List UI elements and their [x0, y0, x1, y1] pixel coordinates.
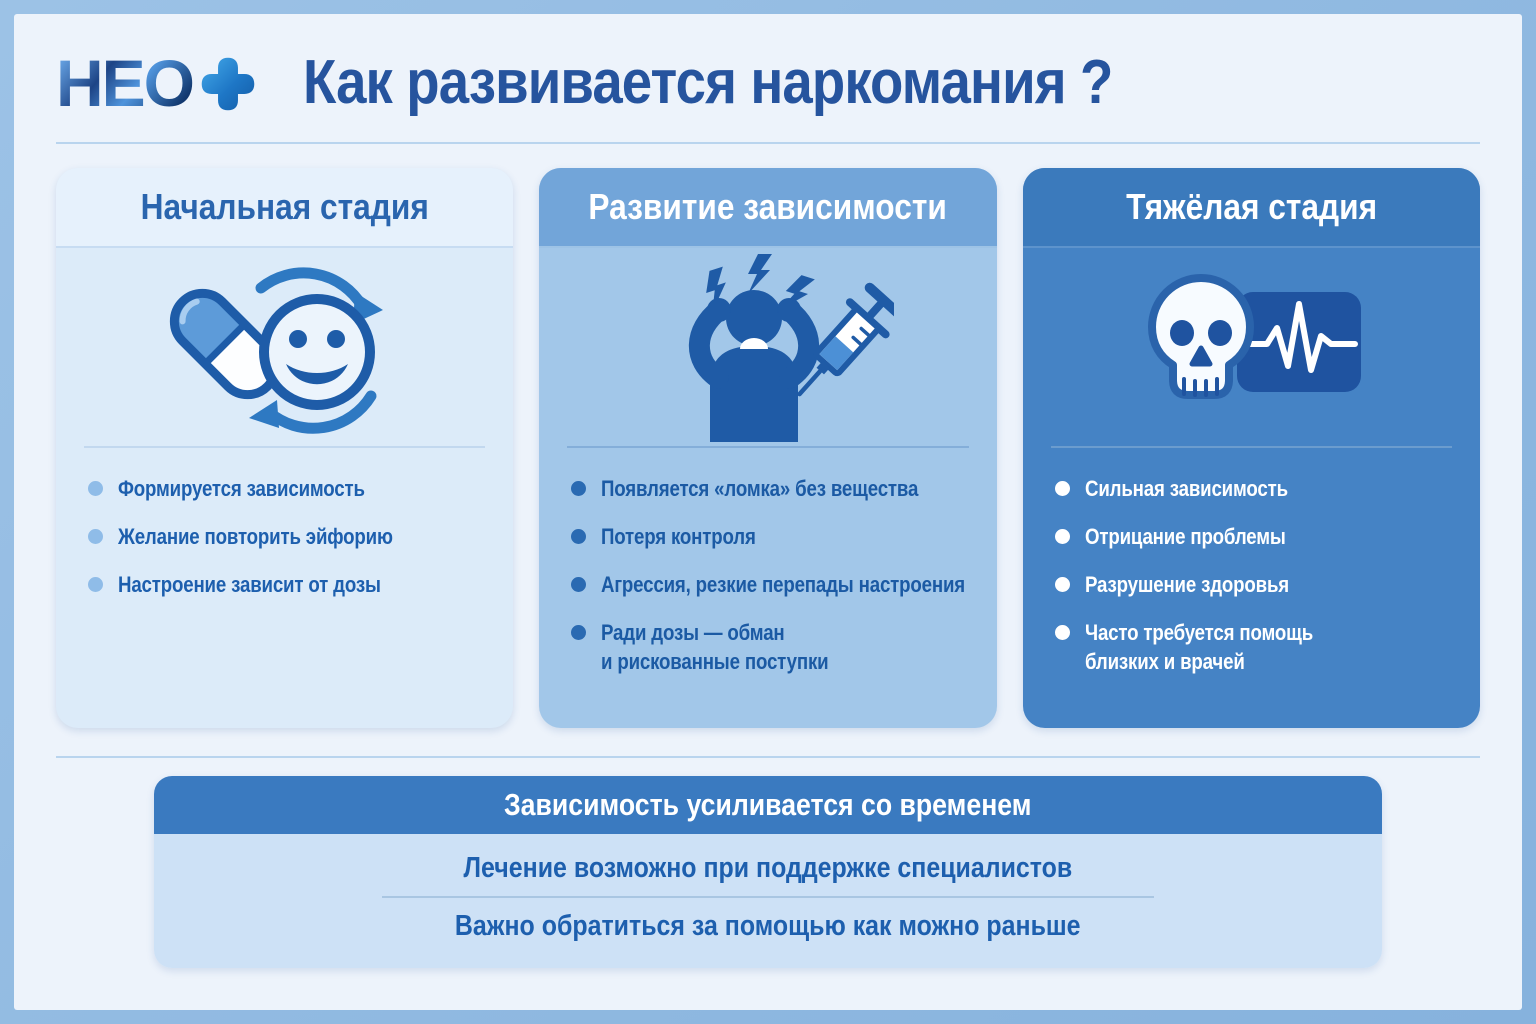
page-title: Как развивается наркомания ?	[303, 48, 1113, 117]
distressed-person-syringe-icon	[539, 248, 996, 446]
pill-smiley-cycle-icon	[56, 248, 513, 446]
summary-line: Важно обратиться за помощью как можно раньше	[455, 909, 1081, 942]
header-divider	[56, 142, 1480, 144]
bullet-item: Часто требуется помощь близких и врачей	[1055, 618, 1460, 676]
card-dependence-development	[539, 168, 996, 728]
section-divider	[56, 756, 1480, 758]
summary-banner-body	[154, 834, 1382, 968]
bullet-item: Потеря контроля	[571, 522, 976, 551]
skull-heartbeat-icon	[1023, 248, 1480, 446]
bullet-item: Сильная зависимость	[1055, 474, 1460, 503]
bullet-item: Ради дозы — обман и рискованные поступки	[571, 618, 976, 676]
bullet-item: Разрушение здоровья	[1055, 570, 1460, 599]
bullet-item: Агрессия, резкие перепады настроения	[571, 570, 976, 599]
summary-line: Лечение возможно при поддержке специалистов	[463, 851, 1073, 884]
card-severe-stage-title: Тяжёлая стадия	[1125, 186, 1377, 227]
bullet-item: Отрицание проблемы	[1055, 522, 1460, 551]
plus-icon	[199, 55, 257, 113]
card-initial-stage	[56, 168, 513, 728]
summary-banner-header	[154, 776, 1382, 834]
card-initial-stage-title: Начальная стадия	[140, 186, 429, 227]
card-severe-stage-header	[1023, 168, 1480, 248]
card-severe-stage-bullets	[1023, 448, 1480, 695]
summary-banner-title: Зависимость усиливается со временем	[504, 787, 1032, 822]
stage-cards	[56, 168, 1480, 728]
neo-plus-logo	[56, 46, 257, 120]
card-severe-stage	[1023, 168, 1480, 728]
header-bar	[56, 40, 1480, 126]
bullet-item: Формируется зависимость	[88, 474, 493, 503]
card-dependence-development-title: Развитие зависимости	[588, 186, 948, 227]
infographic-page	[14, 14, 1522, 1010]
card-dependence-development-bullets	[539, 448, 996, 695]
card-dependence-development-header	[539, 168, 996, 248]
card-initial-stage-bullets	[56, 448, 513, 618]
bullet-item: Появляется «ломка» без вещества	[571, 474, 976, 503]
summary-banner	[154, 776, 1382, 968]
logo-text: НЕО	[56, 46, 194, 120]
card-initial-stage-header	[56, 168, 513, 248]
bullet-item: Желание повторить эйфорию	[88, 522, 493, 551]
bullet-item: Настроение зависит от дозы	[88, 570, 493, 599]
